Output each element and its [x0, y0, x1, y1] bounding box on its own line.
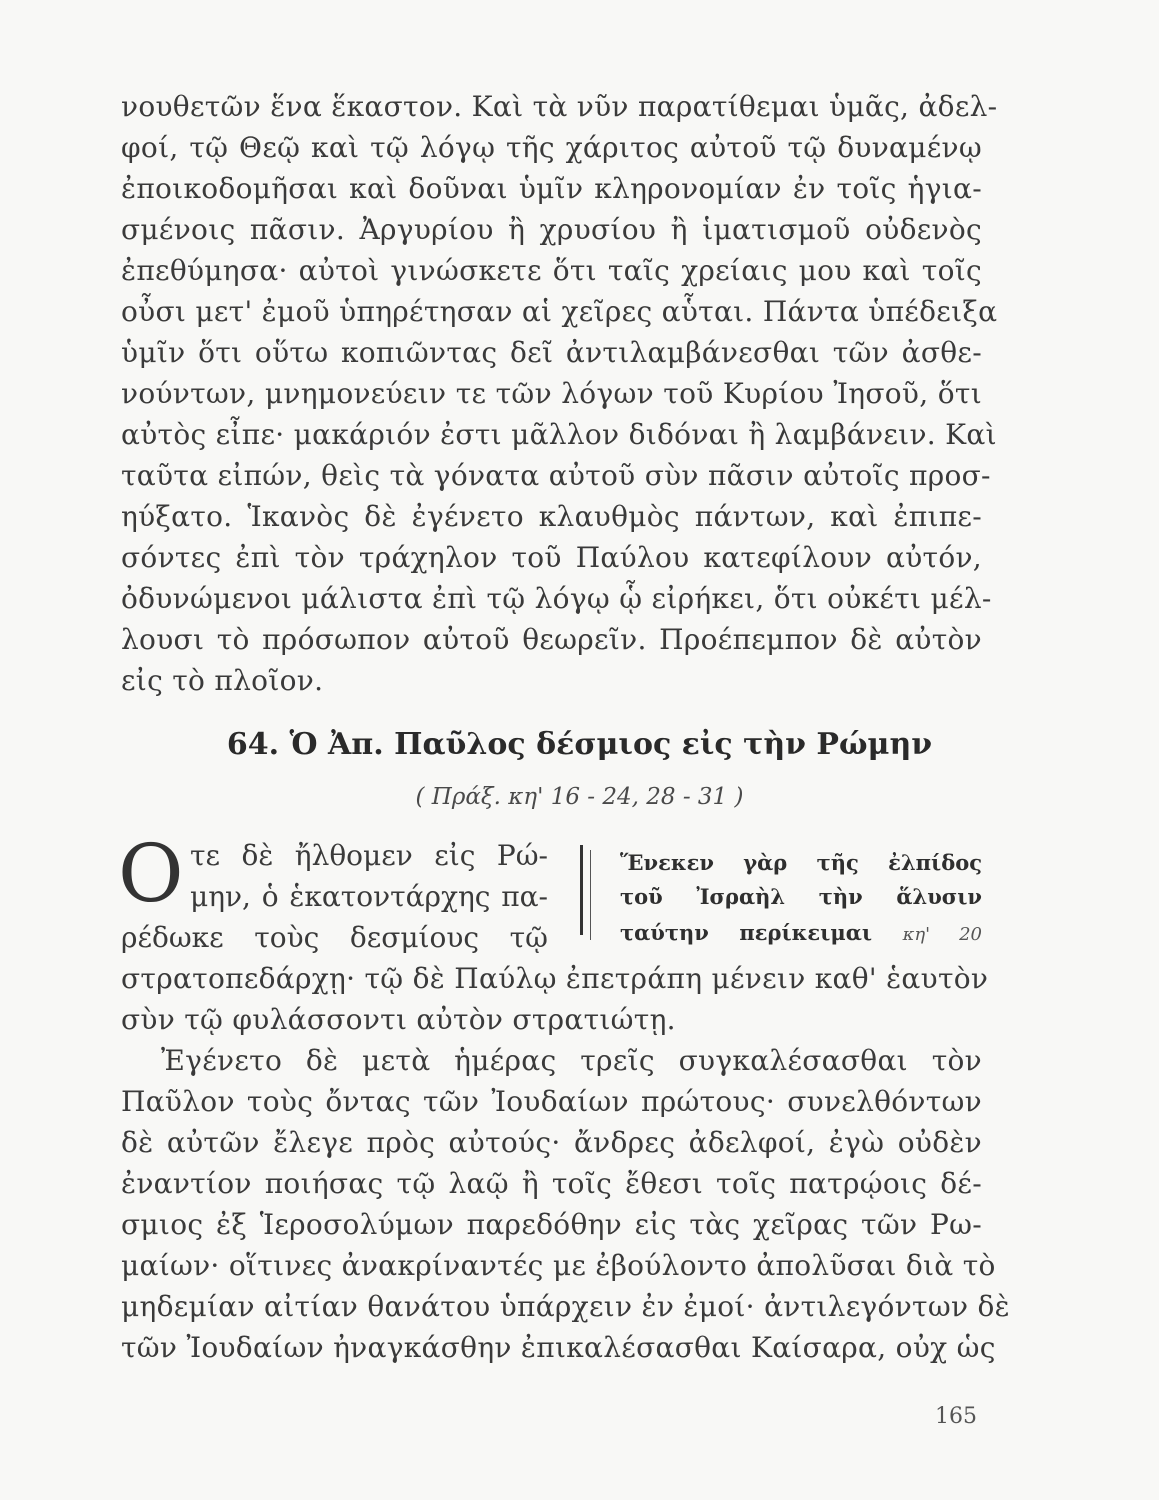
- quote-reference: κη' 20: [902, 924, 982, 945]
- text-line: ὑμῖν ὅτι οὕτω κοπιῶντας δεῖ ἀντιλαμβάνεσθαι τῶν ἀσθε-: [121, 336, 982, 369]
- text-line: εἰς τὸ πλοῖον.: [121, 664, 324, 697]
- text-line: νουθετῶν ἕνα ἕκαστον. Καὶ τὰ νῦν παρατίθεμαι ὑμᾶς, ἀδελ-: [121, 90, 998, 123]
- text-line: τῶν Ἰουδαίων ἠναγκάσθην ἐπικαλέσασθαι Καίσαρα, οὐχ ὡς: [121, 1331, 996, 1364]
- text-line: ηύξατο. Ἱκανὸς δὲ ἐγένετο κλαυθμὸς πάντων, καὶ ἐπιπε-: [121, 500, 982, 533]
- text-line: νούντων, μνημονεύειν τε τῶν λόγων τοῦ Κυρίου Ἰησοῦ, ὅτι: [121, 377, 982, 410]
- text-line: ὀδυνώμενοι μάλιστα ἐπὶ τῷ λόγῳ ᾧ εἰρήκει, ὅτι οὐκέτι μέλ-: [121, 582, 992, 615]
- sidebar-rule-thin: [590, 850, 591, 940]
- drop-cap: Ο: [118, 827, 184, 920]
- dropcap-line: μην, ὁ ἑκατοντάρχης πα-: [190, 880, 548, 913]
- quote-line: Ἕνεκεν γὰρ τῆς ἐλπίδος: [620, 850, 982, 875]
- text-line: Ἐγένετο δὲ μετὰ ἡμέρας τρεῖς συγκαλέσασθαι τὸν: [161, 1044, 982, 1077]
- text-line: οὖσι μετ' ἐμοῦ ὑπηρέτησαν αἱ χεῖρες αὗται. Πάντα ὑπέδειξα: [121, 295, 998, 328]
- dropcap-line: τε δὲ ἤλθομεν εἰς Ρώ-: [190, 839, 548, 872]
- text-line: μαίων· οἵτινες ἀνακρίναντές με ἐβούλοντο ἀπολῦσαι διὰ τὸ: [121, 1249, 996, 1282]
- text-line: φοί, τῷ Θεῷ καὶ τῷ λόγῳ τῆς χάριτος αὐτοῦ τῷ δυναμένῳ: [121, 131, 982, 164]
- text-line: ἐποικοδομῆσαι καὶ δοῦναι ὑμῖν κληρονομίαν ἐν τοῖς ἡγια-: [121, 172, 982, 205]
- quote-line-text: ταύτην περίκειμαι: [620, 920, 873, 945]
- text-line: ἐπεθύμησα· αὐτοὶ γινώσκετε ὅτι ταῖς χρείαις μου καὶ τοῖς: [121, 254, 982, 287]
- page-number: 165: [935, 1404, 977, 1429]
- text-line: μηδεμίαν αἰτίαν θανάτου ὑπάρχειν ἐν ἐμοί· ἀντιλεγόντων δὲ: [121, 1290, 1010, 1323]
- scripture-reference: ( Πράξ. κη' 16 - 24, 28 - 31 ): [415, 784, 744, 810]
- text-line: Παῦλον τοὺς ὄντας τῶν Ἰουδαίων πρώτους· συνελθόντων: [121, 1085, 982, 1118]
- text-line: σόντες ἐπὶ τὸν τράχηλον τοῦ Παύλου κατεφίλουν αὐτόν,: [121, 541, 982, 574]
- text-line: λουσι τὸ πρόσωπον αὐτοῦ θεωρεῖν. Προέπεμπον δὲ αὐτὸν: [121, 623, 982, 656]
- quote-line: [620, 916, 982, 952]
- sidebar-rule: [580, 845, 583, 935]
- text-line: αὐτὸς εἶπε· μακάριόν ἐστι μᾶλλον διδόναι ἢ λαμβάνειν. Καὶ: [121, 418, 997, 451]
- dropcap-line: ρέδωκε τοὺς δεσμίους τῷ: [121, 921, 548, 954]
- text-line: σμένοις πᾶσιν. Ἀργυρίου ἢ χρυσίου ἢ ἱματισμοῦ οὐδενὸς: [121, 213, 982, 246]
- text-line: σὺν τῷ φυλάσσοντι αὐτὸν στρατιώτῃ.: [121, 1003, 676, 1036]
- text-line: σμιος ἐξ Ἱεροσολύμων παρεδόθην εἰς τὰς χεῖρας τῶν Ρω-: [121, 1208, 982, 1241]
- text-line: στρατοπεδάρχῃ· τῷ δὲ Παύλῳ ἐπετράπη μένειν καθ' ἑαυτὸν: [121, 962, 989, 995]
- text-line: ταῦτα εἰπών, θεὶς τὰ γόνατα αὐτοῦ σὺν πᾶσιν αὐτοῖς προσ-: [121, 459, 991, 492]
- quote-line: τοῦ Ἰσραὴλ τὴν ἅλυσιν: [620, 884, 982, 909]
- text-line: ἐναντίον ποιήσας τῷ λαῷ ἢ τοῖς ἔθεσι τοῖς πατρῴοις δέ-: [121, 1167, 982, 1200]
- section-heading: 64. Ὁ Ἀπ. Παῦλος δέσμιος εἰς τὴν Ρώμην: [226, 727, 933, 762]
- text-line: δὲ αὐτῶν ἔλεγε πρὸς αὐτούς· ἄνδρες ἀδελφοί, ἐγὼ οὐδὲν: [121, 1126, 982, 1159]
